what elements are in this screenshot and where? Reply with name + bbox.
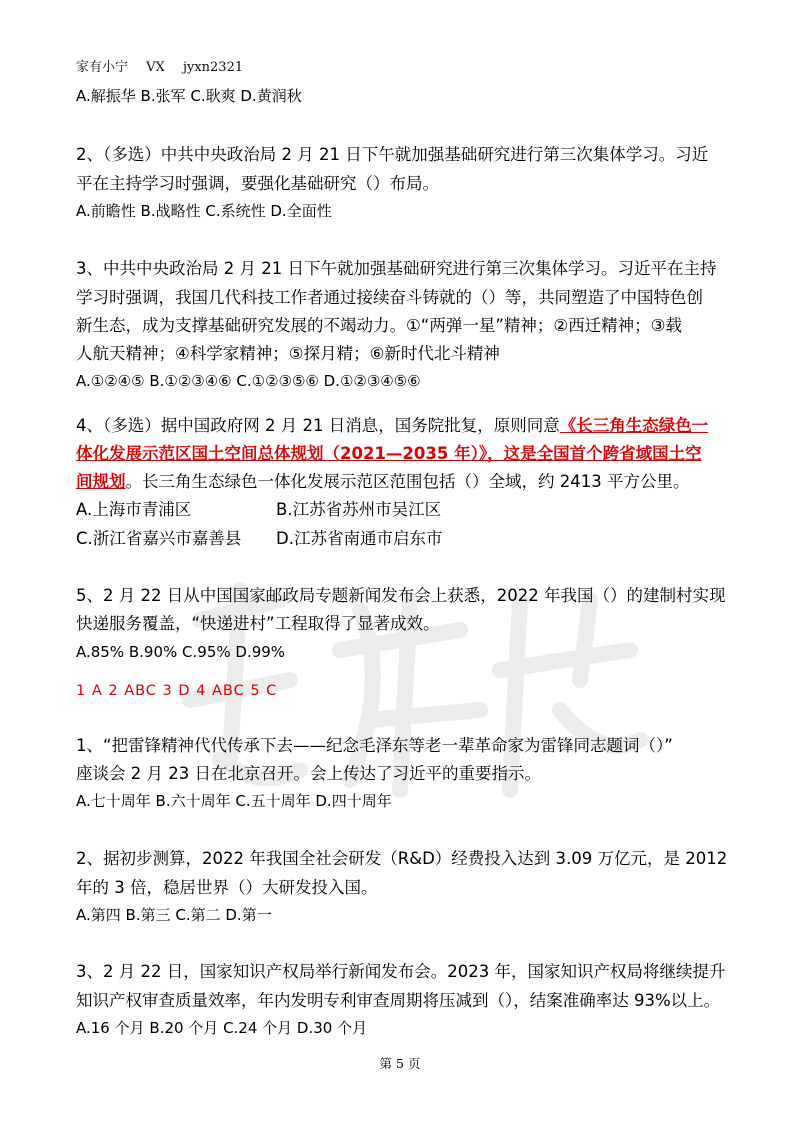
- q5-line-1: 5、2 月 22 日从中国国家邮政局专题新闻发布会上获悉，2022 年我国（）的建制村实现: [76, 586, 726, 605]
- n1-line-1: 1、“把雷锋精神代代传承下去——纪念毛泽东等老一辈革命家为雷锋同志题词（）”: [76, 736, 673, 755]
- q4-option-a: A.上海市青浦区: [76, 500, 192, 519]
- q4-line-3: [76, 471, 689, 493]
- page-header: [76, 56, 257, 75]
- q3-line-1: 3、中共中央政治局 2 月 21 日下午就加强基础研究进行第三次集体学习。习近平在主持: [76, 259, 717, 278]
- header-id: jyxn2321: [182, 60, 244, 75]
- n2-line-1: 2、据初步测算，2022 年我国全社会研发（R&D）经费投入达到 3.09 万亿元，是 2012: [76, 849, 728, 868]
- q4-highlight-1: 《长三角生态绿色一: [559, 416, 709, 435]
- n3-line-1: 3、2 月 22 日，国家知识产权局举行新闻发布会。2023 年，国家知识产权局将继续提升: [76, 962, 726, 981]
- q3-options: A.①②④⑤ B.①②③④⑥ C.①②③⑤⑥ D.①②③④⑤⑥: [76, 372, 421, 390]
- q4-option-c: C.浙江省嘉兴市嘉善县: [76, 529, 242, 548]
- n1-options: A.七十周年 B.六十周年 C.五十周年 D.四十周年: [76, 792, 392, 810]
- q2-line-1: 2、（多选）中共中央政治局 2 月 21 日下午就加强基础研究进行第三次集体学习。习近: [76, 145, 709, 164]
- header-vx: VX: [146, 60, 165, 75]
- q4-highlight-2: 体化发展示范区国土空间总体规划（2021—2035 年）》，这是全国首个跨省域国土空: [76, 444, 702, 463]
- header-name: 家有小宁: [76, 60, 129, 75]
- q5-options: A.85% B.90% C.95% D.99%: [76, 643, 286, 661]
- q4-line-2: [76, 443, 702, 465]
- n2-line-2: 年的 3 倍，稳居世界（）大研发投入国。: [76, 878, 378, 897]
- n2-options: A.第四 B.第三 C.第二 D.第一: [76, 906, 272, 924]
- q5-line-2: 快递服务覆盖，“快递进村”工程取得了显著成效。: [76, 614, 440, 633]
- q2-line-2: 平在主持学习时强调，要强化基础研究（）布局。: [76, 174, 439, 193]
- q3-line-2: 学习时强调，我国几代科技工作者通过接续奋斗铸就的（）等，共同塑造了中国特色创: [76, 288, 703, 307]
- page-number: 第 5 页: [379, 1056, 421, 1071]
- n3-options: A.16 个月 B.20 个月 C.24 个月 D.30 个月: [76, 1019, 368, 1037]
- q4-option-b: B.江苏省苏州市吴江区: [276, 500, 442, 519]
- n3-line-2: 知识产权审查质量效率，年内发明专利审查周期将压减到（），结案准确率达 93%以上。: [76, 991, 721, 1010]
- q4-option-d: D.江苏省南通市启东市: [276, 529, 443, 548]
- answer-key: 1 A 2 ABC 3 D 4 ABC 5 C: [76, 683, 278, 699]
- q3-line-3: 新生态，成为支撑基础研究发展的不竭动力。①“两弹一星”精神；②西迁精神；③载: [76, 316, 682, 335]
- q4-highlight-3: 间规划: [76, 472, 126, 491]
- q2-options: A.前瞻性 B.战略性 C.系统性 D.全面性: [76, 202, 332, 220]
- q4-line-1: [76, 415, 708, 437]
- prev-question-options: A.解振华 B.张军 C.耿爽 D.黄润秋: [76, 87, 302, 105]
- n1-line-2: 座谈会 2 月 23 日在北京召开。会上传达了习近平的重要指示。: [76, 764, 541, 783]
- q4-line-1-text: 4、（多选）据中国政府网 2 月 21 日消息，国务院批复，原则同意: [76, 416, 560, 435]
- q4-line-3-text: 。长三角生态绿色一体化发展示范区范围包括（）全域，约 2413 平方公里。: [125, 472, 690, 491]
- q3-line-4: 人航天精神；④科学家精神；⑤探月精；⑥新时代北斗精神: [76, 344, 500, 363]
